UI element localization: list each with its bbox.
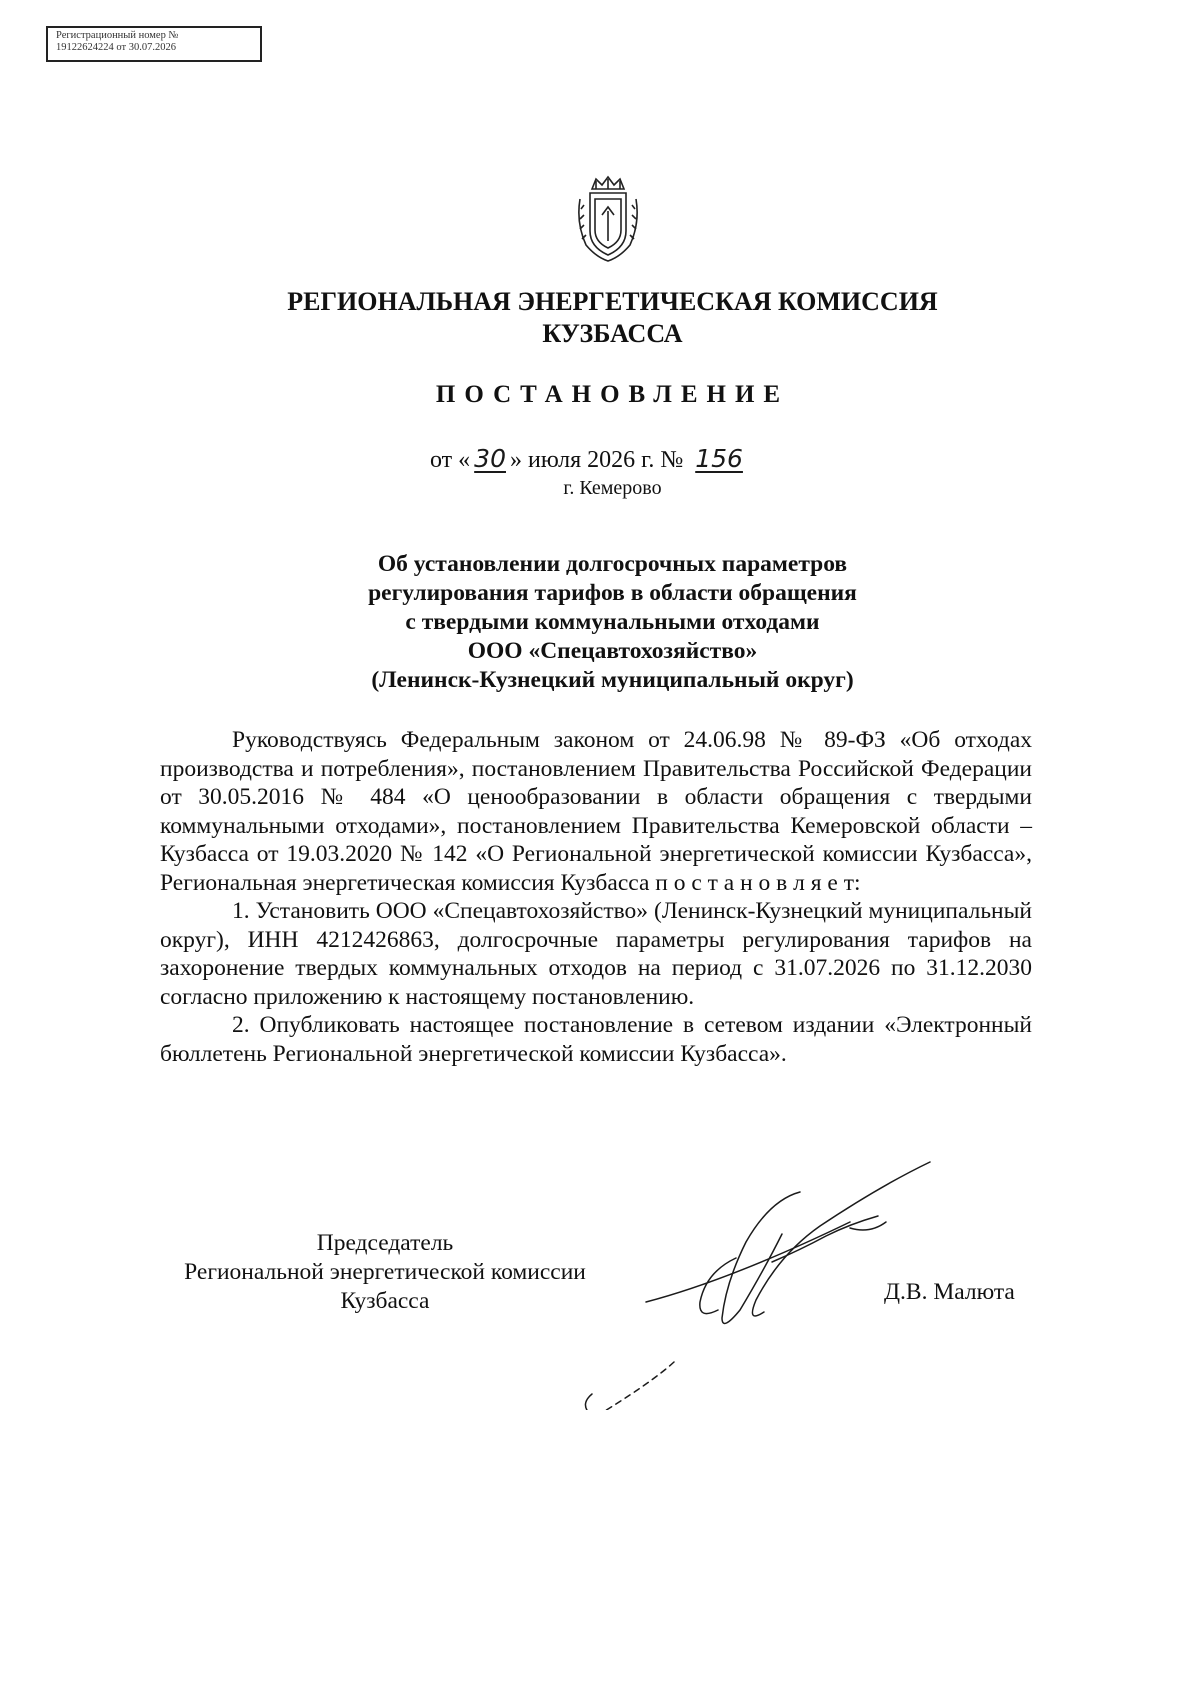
document-number-handwritten: 156	[695, 444, 743, 473]
title-line: Об установлении долгосрочных параметров	[377, 551, 848, 577]
title-line: (Ленинск-Кузнецкий муниципальный округ)	[371, 667, 854, 693]
organization-name-line1: РЕГИОНАЛЬНАЯ ЭНЕРГЕТИЧЕСКАЯ КОМИССИЯ	[287, 287, 938, 316]
organization-name-line2: КУЗБАССА	[542, 319, 683, 348]
date-day-handwritten: 30	[474, 444, 506, 473]
coat-of-arms-icon	[572, 175, 644, 265]
title-line: с твердыми коммунальными отходами	[405, 609, 820, 635]
preamble-paragraph: Руководствуясь Федеральным законом от 24.06.98 № 89-ФЗ «Об отходах производства и потребления», постановлением Правительства Российской Федерации от 30.05.2016 № 484 «О ценообразовании в области обращения с твердыми коммунальными отходами», постановлением Правительства Кемеровской области – Кузбасса от 19.03.2020 № 142 «О Региональной энергетической комиссии Кузбасса», Региональная энергетическая комиссия Кузбасса п о с т а н о в л я е т:	[160, 727, 1032, 896]
registration-stamp	[46, 26, 262, 62]
city-line: г. Кемерово	[563, 477, 662, 499]
date-prefix: от «	[430, 447, 471, 473]
document-body	[160, 726, 1032, 1068]
date-middle: » июля 2026 г. №	[509, 447, 684, 473]
registration-stamp-line1: Регистрационный номер №	[56, 30, 179, 41]
date-line	[430, 444, 743, 475]
title-line: регулирования тарифов в области обращения	[368, 580, 857, 606]
signatory-name: Д.В. Малюта	[884, 1279, 1015, 1305]
clause-1-paragraph: 1. Установить ООО «Спецавтохозяйство» (Ленинск-Кузнецкий муниципальный округ), ИНН 4212426863, долгосрочные параметры регулирования тарифов на захоронение твердых коммунальных отходов на период с 31.07.2026 по 31.12.2030 согласно приложению к настоящему постановлению.	[160, 898, 1032, 1010]
registration-stamp-line2: 19122624224 от 30.07.2026	[56, 42, 176, 53]
signatory-title-line: Кузбасса	[340, 1288, 430, 1314]
document-type: ПОСТАНОВЛЕНИЕ	[435, 381, 790, 408]
document-title	[0, 550, 1200, 695]
clause-2-paragraph: 2. Опубликовать настоящее постановление в сетевом издании «Электронный бюллетень Региональной энергетической комиссии Кузбасса».	[160, 1012, 1032, 1067]
title-line: ООО «Спецавтохозяйство»	[467, 638, 758, 664]
signatory-title-line: Региональной энергетической комиссии	[184, 1259, 586, 1285]
signatory-title-line: Председатель	[316, 1230, 454, 1256]
